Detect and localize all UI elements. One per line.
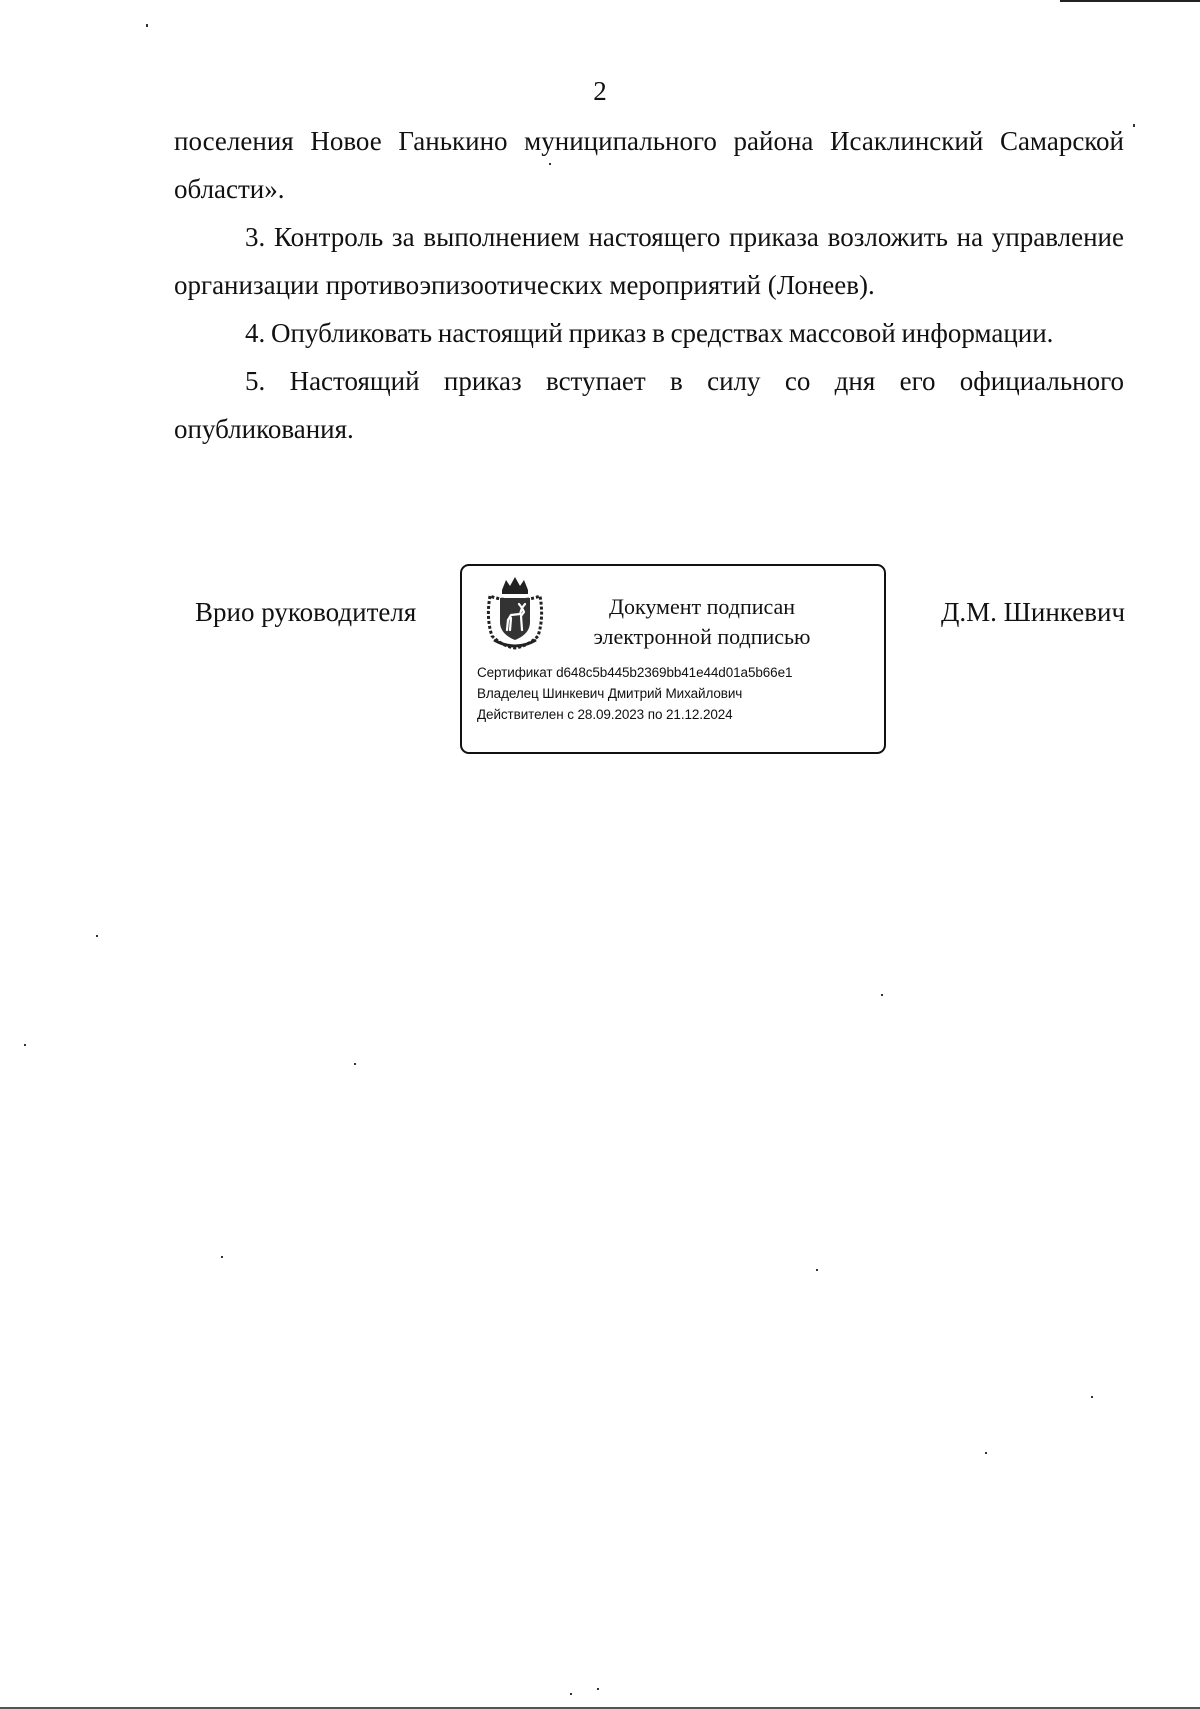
scan-speck [597,1688,599,1690]
document-body [174,117,1124,453]
stamp-heading-line-2: электронной подписью [593,624,811,649]
scan-speck [881,994,883,996]
certificate-validity: Действителен с 28.09.2023 по 21.12.2024 [477,707,733,722]
paragraph-item-3: 3. Контроль за выполнением настоящего приказа возложить на управление организации противоэпизоотических мероприятий (Лонеев). [174,222,1124,300]
signer-name: Д.М. Шинкевич [941,597,1126,627]
certificate-details [477,662,877,725]
scan-edge-line [1060,0,1200,2]
scan-speck [96,935,98,937]
scan-speck [1133,124,1135,127]
stamp-heading [586,592,818,652]
scan-speck [816,1269,818,1271]
scan-speck [146,24,148,27]
scan-speck [24,1044,26,1046]
samara-coat-of-arms-icon [480,574,550,650]
certificate-number: Сертификат d648c5b445b2369bb41e44d01a5b66e1 [477,665,793,680]
paragraph-item-5: 5. Настоящий приказ вступает в силу со дня его официального опубликования. [174,366,1124,444]
scan-speck [549,163,551,165]
scan-speck [221,1256,223,1258]
scan-speck [354,1063,356,1065]
page-number: 2 [593,76,607,106]
certificate-owner: Владелец Шинкевич Дмитрий Михайлович [477,686,743,701]
signer-position: Врио руководителя [195,597,417,627]
paragraph-item-4: 4. Опубликовать настоящий приказ в средствах массовой информации. [245,318,1054,348]
scan-speck [985,1452,987,1454]
scan-speck [570,1693,572,1695]
paragraph-continuation: поселения Новое Ганькино муниципального района Исаклинский Самарской области». [174,126,1124,204]
electronic-signature-stamp [460,564,886,754]
stamp-heading-line-1: Документ подписан [608,594,796,619]
scan-speck [1091,1396,1093,1398]
